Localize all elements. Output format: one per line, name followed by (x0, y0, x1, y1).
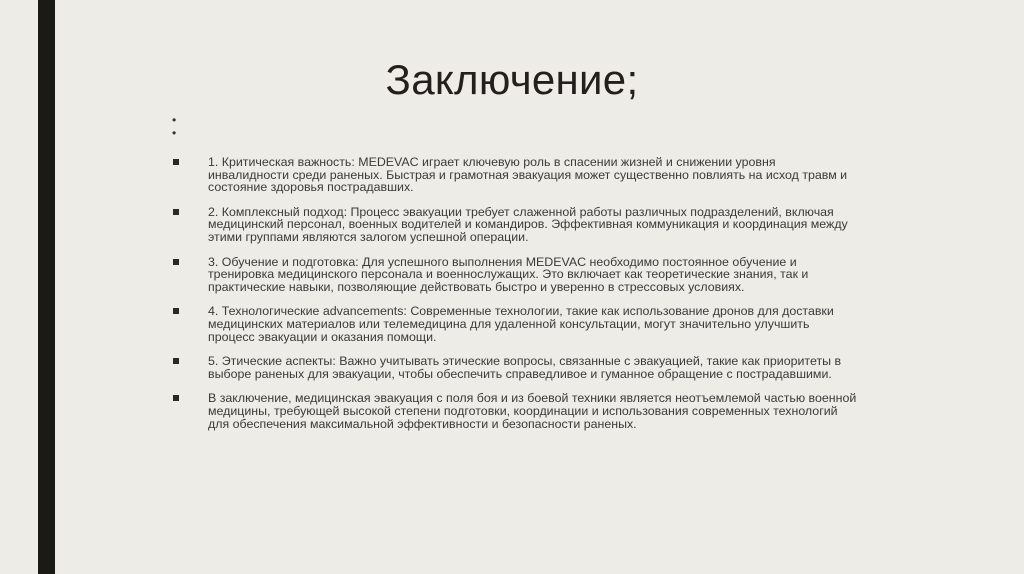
list-item (168, 156, 858, 194)
empty-bullet: • (172, 126, 177, 140)
list-item-text: 1. Критическая важность: MEDEVAC играет ключевую роль в спасении жизней и снижении уровня инвалидности среди раненых. Быстрая и грамотная эвакуация может существенно повлиять на исход травм и состояние здоровья пострадавших. (208, 155, 848, 195)
list-item (168, 355, 858, 380)
square-bullet-icon (173, 308, 179, 314)
list-item-text: 3. Обучение и подготовка: Для успешного выполнения MEDEVAC необходимо постоянное обучение и тренировка медицинского персонала и военнослужащих. Это включает как теоретические знания, так и практические навыки, позволяющие действовать быстро и уверенно в стрессовых условиях. (208, 254, 809, 294)
list-item (168, 206, 858, 244)
list-item (168, 392, 858, 430)
conclusion-list (168, 156, 858, 442)
slide-title: Заключение; (385, 56, 639, 103)
empty-bullets (172, 114, 192, 140)
list-item-text: 2. Комплексный подход: Процесс эвакуации требует слаженной работы различных подразделений, включая медицинский персонал, военных водителей и командиров. Эффективная коммуникация и координация между этими группами являются залогом успешной операции. (208, 204, 848, 244)
list-item-text: 4. Технологические advancements: Современные технологии, такие как использование дронов для доставки медицинских материалов или телемедицина для удаленной консультации, могут значительно улучшить процесс эвакуации и оказания помощи. (208, 304, 834, 344)
square-bullet-icon (173, 395, 179, 401)
list-item (168, 256, 858, 294)
list-item (168, 305, 858, 343)
square-bullet-icon (173, 358, 179, 364)
square-bullet-icon (173, 259, 179, 265)
list-item-text: 5. Этические аспекты: Важно учитывать этические вопросы, связанные с эвакуацией, такие как приоритеты в выборе раненых для эвакуации, чтобы обеспечить справедливое и гуманное обращение с пострадавшими. (208, 354, 842, 381)
list-item-text: В заключение, медицинская эвакуация с поля боя и из боевой техники является неотъемлемой частью военной медицины, требующей высокой степени подготовки, координации и использования современных технологий для обеспечения максимальной эффективности и безопасности раненых. (208, 391, 857, 431)
square-bullet-icon (173, 209, 179, 215)
square-bullet-icon (173, 159, 179, 165)
empty-bullet: • (172, 113, 177, 127)
